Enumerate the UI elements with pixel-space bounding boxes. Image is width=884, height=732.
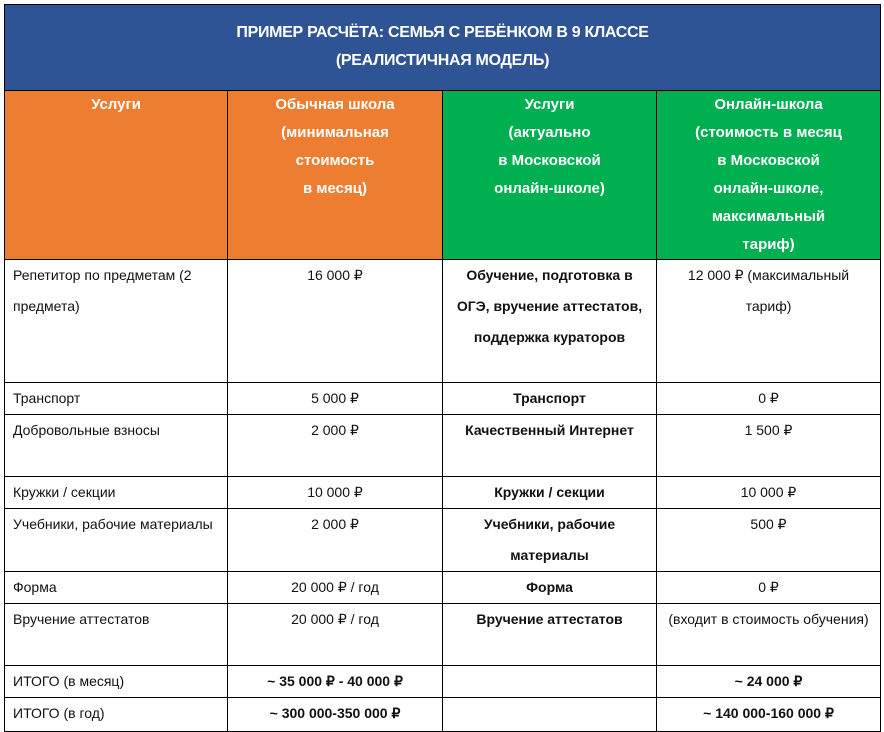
header-line: в Московской (717, 152, 820, 169)
header-line: Обычная школа (275, 96, 395, 113)
service-regular: Форма (5, 572, 228, 604)
cost-regular: ~ 300 000-350 000 ₽ (228, 698, 443, 732)
table-row (5, 415, 881, 477)
header-line: максимальный (711, 208, 826, 225)
header-services-online (443, 91, 657, 260)
service-online (443, 666, 657, 698)
cost-online: 0 ₽ (657, 383, 881, 415)
title-row (5, 5, 881, 91)
header-line: Услуги (524, 96, 575, 113)
header-line: стоимость (295, 152, 375, 169)
header-row (5, 91, 881, 260)
header-line: в Московской (498, 152, 601, 169)
service-regular: Репетитор по предметам (2 предмета) (5, 260, 228, 383)
table-row (5, 383, 881, 415)
cost-online: ~ 140 000-160 000 ₽ (657, 698, 881, 732)
header-line: Онлайн-школа (714, 96, 823, 113)
cost-regular: 2 000 ₽ (228, 509, 443, 572)
service-regular: Кружки / секции (5, 477, 228, 509)
cost-regular: 2 000 ₽ (228, 415, 443, 477)
cost-online: 12 000 ₽ (максимальный тариф) (657, 260, 881, 383)
cost-regular: 10 000 ₽ (228, 477, 443, 509)
service-regular: Учебники, рабочие материалы (5, 509, 228, 572)
title-line-1: ПРИМЕР РАСЧЁТА: СЕМЬЯ С РЕБЁНКОМ В 9 КЛАССЕ (236, 24, 649, 41)
service-online: Учебники, рабочие материалы (443, 509, 657, 572)
title-line-2: (РЕАЛИСТИЧНАЯ МОДЕЛЬ) (335, 52, 550, 69)
service-online: Вручение аттестатов (443, 604, 657, 666)
service-online (443, 698, 657, 732)
cost-online: (входит в стоимость обучения) (657, 604, 881, 666)
table-row (5, 604, 881, 666)
service-online: Транспорт (443, 383, 657, 415)
header-online-school (657, 91, 881, 260)
cost-online: 500 ₽ (657, 509, 881, 572)
header-line: (стоимость в месяц (695, 124, 842, 141)
cost-online: 10 000 ₽ (657, 477, 881, 509)
cost-online: 1 500 ₽ (657, 415, 881, 477)
header-line: в месяц) (303, 180, 367, 197)
service-online: Обучение, подготовка в ОГЭ, вручение аттестатов, поддержка кураторов (443, 260, 657, 383)
cost-regular: 16 000 ₽ (228, 260, 443, 383)
header-line: онлайн-школе) (494, 180, 605, 197)
table-row (5, 572, 881, 604)
table-row (5, 477, 881, 509)
service-online: Форма (443, 572, 657, 604)
service-regular: ИТОГО (в год) (5, 698, 228, 732)
table-row (5, 509, 881, 572)
service-regular: Транспорт (5, 383, 228, 415)
cost-regular: 5 000 ₽ (228, 383, 443, 415)
header-line: (минимальная (281, 124, 389, 141)
service-regular: ИТОГО (в месяц) (5, 666, 228, 698)
cost-online: 0 ₽ (657, 572, 881, 604)
table-row (5, 260, 881, 383)
cost-regular: 20 000 ₽ / год (228, 572, 443, 604)
header-line: Услуги (91, 96, 141, 113)
cost-online: ~ 24 000 ₽ (657, 666, 881, 698)
header-regular-school (228, 91, 443, 260)
table-row (5, 698, 881, 732)
service-regular: Вручение аттестатов (5, 604, 228, 666)
table-title (5, 5, 881, 91)
header-line: тариф) (742, 236, 795, 253)
service-online: Кружки / секции (443, 477, 657, 509)
service-online: Качественный Интернет (443, 415, 657, 477)
service-regular: Добровольные взносы (5, 415, 228, 477)
cost-regular: 20 000 ₽ / год (228, 604, 443, 666)
cost-regular: ~ 35 000 ₽ - 40 000 ₽ (228, 666, 443, 698)
header-line: онлайн-школе, (713, 180, 824, 197)
cost-comparison-table (4, 4, 881, 732)
header-services-regular (5, 91, 228, 260)
header-line: (актуально (508, 124, 591, 141)
table-row (5, 666, 881, 698)
